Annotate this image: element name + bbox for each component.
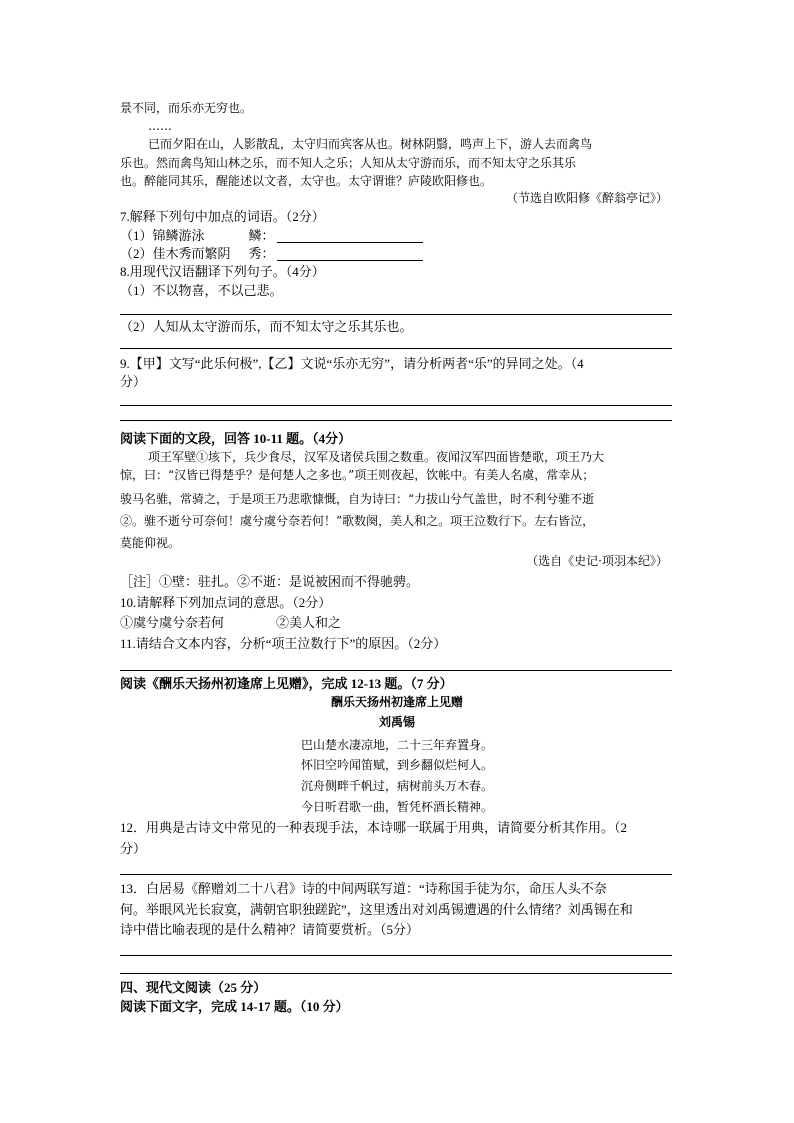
poem-line: 今日听君歌一曲，暂凭杯酒长精神。 [300,800,493,814]
passage1-line: 已而夕阳在山，人影散乱，太守归而宾客从也。树林阴翳，鸣声上下，游人去而禽鸟 [148,137,593,151]
passage1-source: （节选自欧阳修《醉翁亭记》） [505,191,668,205]
q10-item-2: ②美人和之 [276,615,342,630]
section2-line: 莫能仰视。 [120,536,181,550]
answer-line[interactable] [120,670,672,671]
answer-line[interactable] [120,955,672,956]
section2-note: ［注］①壁：驻扎。②不逝：是说被困而不得驰骋。 [120,574,420,589]
passage1-line: 也。醉能同其乐，醒能述以文者，太守也。太守谓谁？庐陵欧阳修也。 [120,174,493,188]
q10-item-1: ①虞兮虞兮奈若何 [120,615,225,630]
section4-heading: 四、现代文阅读（25 分） [120,980,267,995]
q10-title: 10.请解释下列加点词的意思。（2分） [120,595,332,610]
answer-line[interactable] [120,314,672,315]
q8-title: 8.用现代汉语翻译下列句子。（4分） [120,264,325,279]
section2-heading: 阅读下面的文段，回答 10-11 题。（4分） [120,431,352,446]
q7-item-1-text: （1）锦鳞游泳 [120,228,205,243]
poem-author: 刘禹锡 [378,715,415,729]
q8-item-2: （2）人知从太守游而乐，而不知太守之乐其乐也。 [120,319,413,334]
q9-line: 分） [120,374,147,389]
answer-line[interactable] [120,420,672,421]
section2-line: ②。骓不逝兮可奈何！虞兮虞兮奈若何！”歌数阕，美人和之。项王泣数行下。左右皆泣， [120,514,595,528]
q7-item-1 [120,228,423,244]
q13-line: 13．白居易《醉赠刘二十八君》诗的中间两联写道：“诗称国手徒为尔，命压人头不奈 [120,881,607,896]
q11-title: 11.请结合文本内容，分析“项王泣数行下”的原因。（2分） [120,636,447,651]
q7-item-2 [120,246,423,262]
q7-item-2-text: （2）佳木秀而繁阴 [120,246,231,261]
q13-line: 诗中借比喻表现的是什么精神？请简要赏析。（5分） [120,922,420,937]
q7-item-1-word: 鳞： [248,228,275,243]
poem-line: 沉舟侧畔千帆过，病树前头万木春。 [300,779,493,793]
answer-line[interactable] [120,874,672,875]
section4-subheading: 阅读下面文字，完成 14-17 题。（10 分） [120,999,349,1014]
section2-line: 骏马名骓，常骑之，于是项王乃悲歌慷慨，自为诗曰：“力拔山兮气盖世，时不利兮骓不逝 [120,492,595,506]
section2-source: （选自《史记·项羽本纪》） [526,554,668,568]
answer-line[interactable] [120,405,672,406]
poem-line: 巴山楚水凄凉地，二十三年弃置身。 [300,738,493,752]
answer-line[interactable] [120,973,672,974]
passage1-line: 乐也。然而禽鸟知山林之乐，而不知人之乐；人知从太守游而乐，而不知太守之乐其乐 [120,156,577,170]
q13-line: 何。举眼风光长寂寞，满朝官职独蹉跎”，这里透出对刘禹锡遭遇的什么情绪？刘禹锡在和 [120,902,633,917]
q8-item-1: （1）不以物喜，不以己悲。 [120,283,283,298]
poem-title: 酬乐天扬州初逢席上见赠 [330,695,463,709]
q12-line: 12．用典是古诗文中常见的一种表现手法，本诗哪一联属于用典，请简要分析其作用。（2 [120,820,628,835]
q7-answer-blank-2[interactable] [277,246,423,261]
q12-line: 分） [120,841,147,856]
q7-answer-blank-1[interactable] [277,228,423,243]
poem-line: 怀旧空吟闻笛赋，到乡翻似烂柯人。 [300,758,493,772]
passage1-line: 景不同，而乐亦无穷也。 [120,101,253,115]
q9-line: 9.【甲】文写“此乐何极”,【乙】文说“乐亦无穷”，请分析两者“乐”的异同之处。（4 [120,356,584,371]
section2-line: 惊，曰：“汉皆已得楚乎？是何楚人之多也。”项王则夜起，饮帐中。有美人名虞，常幸从； [120,468,595,482]
section3-heading: 阅读《酬乐天扬州初逢席上见赠》，完成 12-13 题。（7 分） [120,676,453,691]
q7-title: 7.解释下列句中加点的词语。（2分） [120,209,325,224]
answer-line[interactable] [120,348,672,349]
section2-line: 项王军壁①垓下，兵少食尽，汉军及诸侯兵围之数重。夜闻汉军四面皆楚歌，项王乃大 [148,450,605,464]
q7-item-2-word: 秀： [248,246,275,261]
passage1-ellipsis: …… [148,119,172,133]
